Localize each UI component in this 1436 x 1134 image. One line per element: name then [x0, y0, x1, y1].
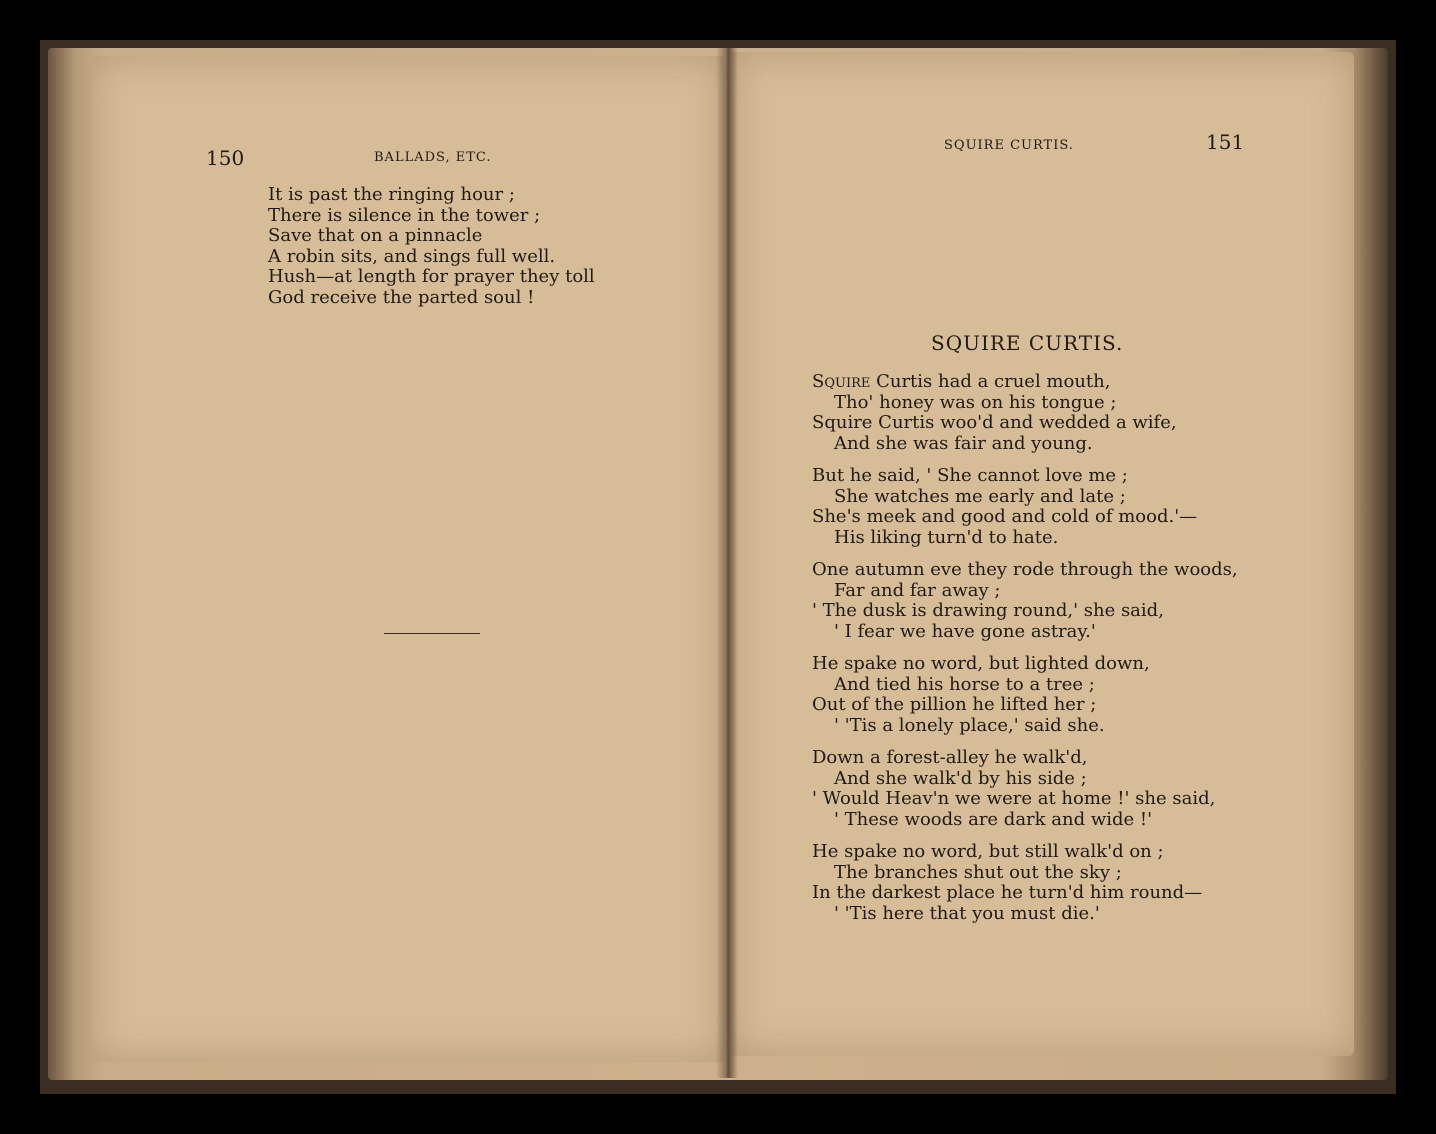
stanza [812, 842, 1238, 924]
verse-line: His liking turn'd to hate. [834, 526, 1059, 548]
verse-line: In the darkest place he turn'd him round— [812, 882, 1203, 903]
verse-line: One autumn eve they rode through the woods, [812, 559, 1238, 580]
verse-line: Out of the pillion he lifted her ; [812, 694, 1097, 715]
verse-line-rest: Curtis had a cruel mouth, [870, 371, 1111, 392]
verse-line: ' 'Tis a lonely place,' said she. [834, 714, 1105, 736]
verse-line: But he said, ' She cannot love me ; [812, 465, 1128, 486]
verse-line: The branches shut out the sky ; [834, 861, 1122, 883]
verse-line [812, 372, 1238, 393]
verse-line: She's meek and good and cold of mood.'— [812, 506, 1198, 527]
verse-line: ' The dusk is drawing round,' she said, [812, 600, 1164, 621]
stanza [812, 560, 1238, 642]
end-rule [384, 633, 480, 634]
poem-body [812, 372, 1238, 936]
left-page-number: 150 [206, 146, 245, 170]
verse-line: Hush—at length for prayer they toll [268, 266, 595, 287]
verse-line: ' I fear we have gone astray.' [834, 620, 1096, 642]
verse-line: ' 'Tis here that you must die.' [834, 902, 1100, 924]
right-running-head: SQUIRE CURTIS. [944, 138, 1074, 153]
verse-line: And tied his horse to a tree ; [834, 673, 1095, 695]
poem-title: SQUIRE CURTIS. [931, 331, 1124, 355]
verse-line: Down a forest-alley he walk'd, [812, 747, 1088, 768]
verse-line: Squire Curtis woo'd and wedded a wife, [812, 412, 1177, 433]
verse-line: God receive the parted soul ! [268, 286, 535, 308]
stanza [812, 748, 1238, 830]
stanza [812, 372, 1238, 454]
verse-line: Save that on a pinnacle [268, 225, 483, 246]
verse-line: Tho' honey was on his tongue ; [834, 391, 1117, 413]
book-gutter [716, 48, 738, 1078]
verse-line: And she walk'd by his side ; [834, 767, 1087, 789]
drop-word: Squire [812, 371, 871, 392]
verse-line: He spake no word, but still walk'd on ; [812, 841, 1164, 862]
stanza [812, 654, 1238, 736]
verse-line: Far and far away ; [834, 579, 1001, 601]
verse-line: And she was fair and young. [834, 432, 1093, 454]
verse-line: ' These woods are dark and wide !' [834, 808, 1153, 830]
verse-line: There is silence in the tower ; [268, 204, 541, 226]
left-running-head: BALLADS, ETC. [374, 150, 492, 165]
left-verse [268, 185, 595, 308]
verse-line: ' Would Heav'n we were at home !' she said, [812, 788, 1216, 809]
stanza [812, 466, 1238, 548]
verse-line: She watches me early and late ; [834, 485, 1126, 507]
right-page-number: 151 [1206, 130, 1245, 154]
verse-line: A robin sits, and sings full well. [268, 245, 556, 267]
verse-line: He spake no word, but lighted down, [812, 653, 1150, 674]
verse-line: It is past the ringing hour ; [268, 184, 515, 205]
